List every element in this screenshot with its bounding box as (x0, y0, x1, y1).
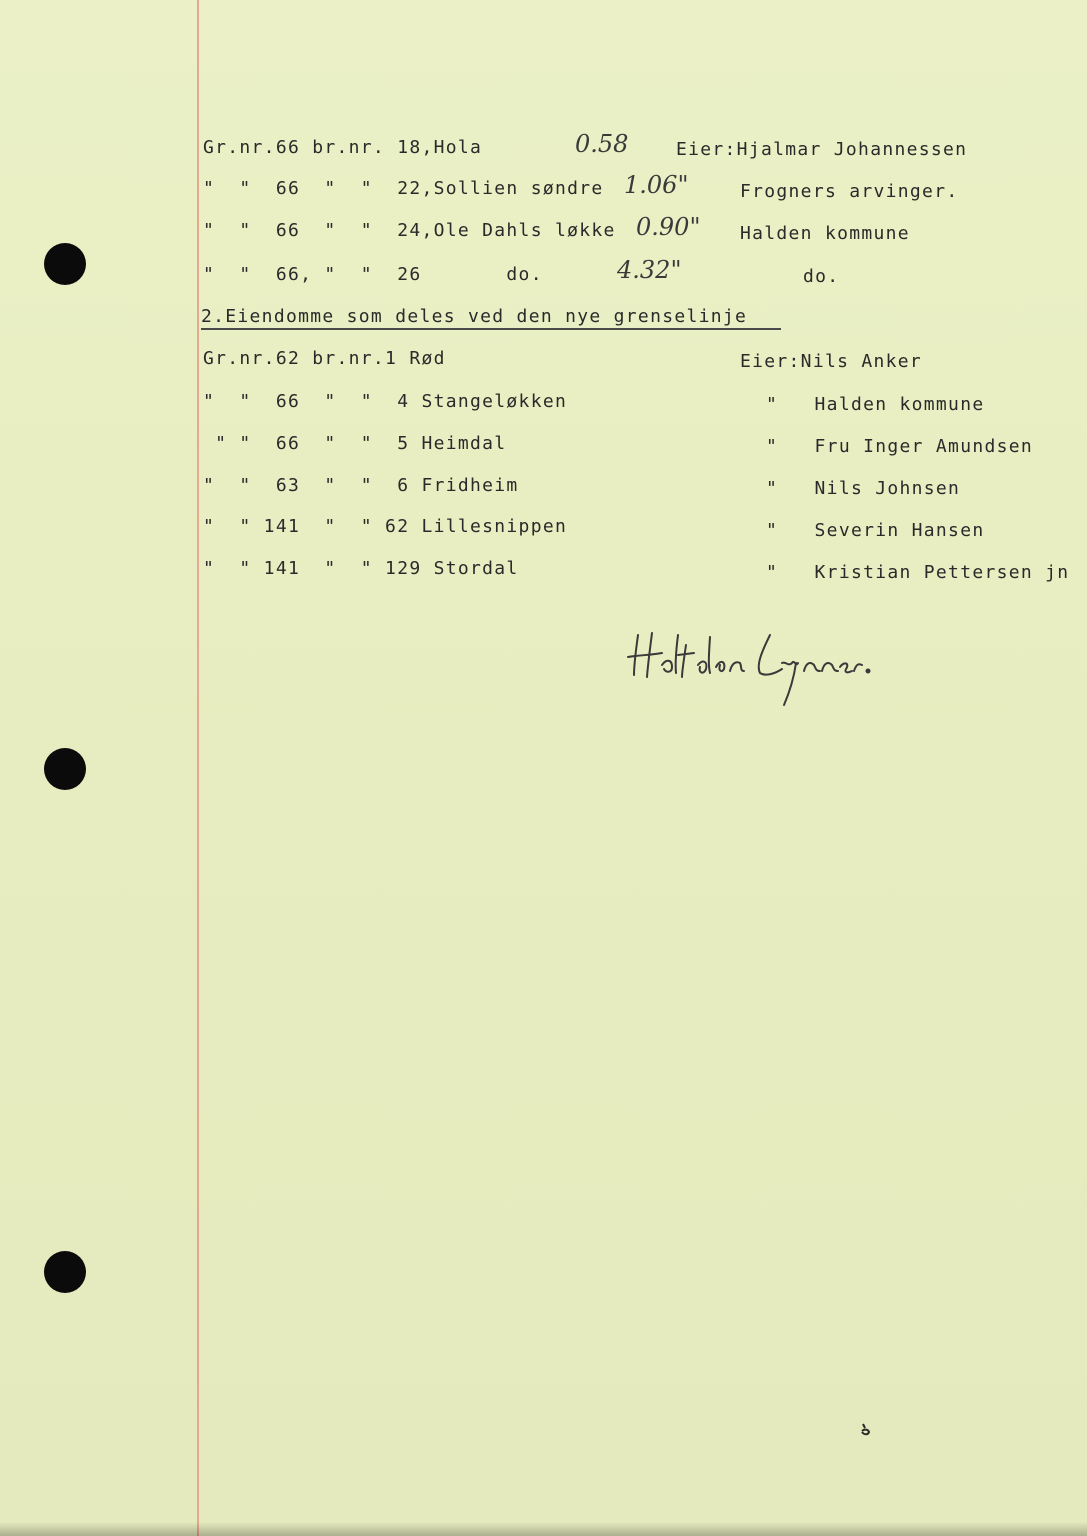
row-10-owner: " Kristian Pettersen jn (766, 562, 1070, 583)
row-9-owner: " Severin Hansen (766, 520, 985, 541)
punch-hole-middle (44, 748, 86, 790)
row-3-property: " " 66 " " 24,Ole Dahls løkke (203, 220, 616, 241)
row-4-area: 4.32" (617, 256, 682, 284)
ink-mark (860, 1422, 872, 1436)
row-1-owner: Eier:Hjalmar Johannessen (676, 139, 968, 160)
row-3-area: 0.90" (636, 213, 701, 241)
page-bottom-edge (0, 1522, 1087, 1536)
row-8-owner: " Nils Johnsen (766, 478, 961, 499)
row-2-owner: Frogners arvinger. (740, 181, 959, 202)
row-5-owner: Eier:Nils Anker (740, 351, 923, 372)
row-10-property: " " 141 " " 129 Stordal (203, 558, 519, 579)
row-3-owner: Halden kommune (740, 223, 910, 244)
margin-line (197, 0, 199, 1536)
punch-hole-top (44, 243, 86, 285)
handwritten-signature (620, 615, 880, 710)
row-8-property: " " 63 " " 6 Fridheim (203, 475, 519, 496)
row-7-owner: " Fru Inger Amundsen (766, 436, 1034, 457)
row-7-property: " " 66 " " 5 Heimdal (203, 433, 507, 454)
row-9-property: " " 141 " " 62 Lillesnippen (203, 516, 568, 537)
section-heading: 2.Eiendomme som deles ved den nye grenselinje (201, 306, 748, 327)
row-2-area: 1.06" (624, 171, 689, 199)
row-2-property: " " 66 " " 22,Sollien søndre (203, 178, 604, 199)
row-4-property: " " 66, " " 26 do. (203, 264, 543, 285)
heading-underline (201, 328, 781, 330)
row-6-property: " " 66 " " 4 Stangeløkken (203, 391, 568, 412)
row-1-area: 0.58 (575, 130, 629, 158)
row-5-property: Gr.nr.62 br.nr.1 Rød (203, 348, 446, 369)
punch-hole-bottom (44, 1251, 86, 1293)
row-1-property: Gr.nr.66 br.nr. 18,Hola (203, 137, 483, 158)
row-6-owner: " Halden kommune (766, 394, 985, 415)
row-4-owner: do. (803, 266, 840, 287)
